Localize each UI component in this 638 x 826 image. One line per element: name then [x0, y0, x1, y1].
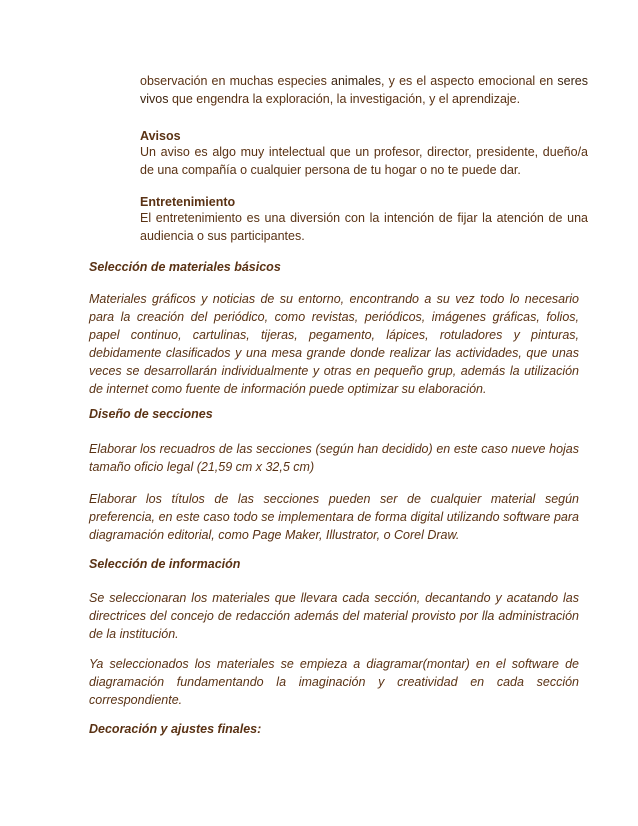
intro-text-1: observación en muchas especies	[140, 74, 332, 88]
diseno-body-1: Elaborar los recuadros de las secciones (según han decidido) en este caso nueve hojas tamaño oficio legal (21,59 cm x 32,5 cm)	[89, 442, 579, 474]
seleccion-informacion-heading: Selección de información	[89, 557, 241, 571]
intro-paragraph	[140, 72, 588, 108]
seleccion-informacion-body-1: Se seleccionaran los materiales que llevara cada sección, decantando y acatando las directrices del concejo de redacción además del material provisto por lla administración de la institución.	[89, 591, 579, 641]
avisos-title: Avisos	[140, 129, 181, 143]
seleccion-materiales-heading: Selección de materiales básicos	[89, 260, 281, 274]
seleccion-informacion-body-2: Ya seleccionados los materiales se empieza a diagramar(montar) en el software de diagramación fundamentando la imaginación y creatividad en cada sección correspondiente.	[89, 657, 579, 707]
diseno-body-2: Elaborar los títulos de las secciones pueden ser de cualquier material según preferencia, en este caso todo se implementara de forma digital utilizando software para diagramación editorial, como Page Maker, Illustrator, o Corel Draw.	[89, 492, 579, 542]
avisos-body: Un aviso es algo muy intelectual que un profesor, director, presidente, dueño/a de una compañía o cualquier persona de tu hogar o no te puede dar.	[140, 145, 588, 177]
animales-link[interactable]: animales	[331, 74, 382, 88]
entretenimiento-title: Entretenimiento	[140, 195, 236, 209]
decoracion-heading: Decoración y ajustes finales:	[89, 722, 262, 736]
intro-text-3: que engendra la exploración, la investigación, y el aprendizaje.	[168, 92, 521, 106]
diseno-heading: Diseño de secciones	[89, 407, 213, 421]
seres-vivos-link[interactable]: seres vivos	[140, 74, 588, 106]
entretenimiento-body: El entretenimiento es una diversión con la intención de fijar la atención de una audiencia o sus participantes.	[140, 211, 588, 243]
seleccion-materiales-body: Materiales gráficos y noticias de su entorno, encontrando a su vez todo lo necesario para la creación del periódico, como revistas, periódicos, imágenes gráficas, folios, papel continuo, cartulinas, tijeras, pegamento, lápices, rotuladores y pinturas, debidamente clasificados y una mesa grande donde realizar las actividades, que unas veces se desarrollarán individualmente y otras en pequeño grup, además la utilización de internet como fuente de información puede optimizar su elaboración.	[89, 292, 579, 396]
intro-text-2: , y es el aspecto emocional en	[381, 74, 558, 88]
